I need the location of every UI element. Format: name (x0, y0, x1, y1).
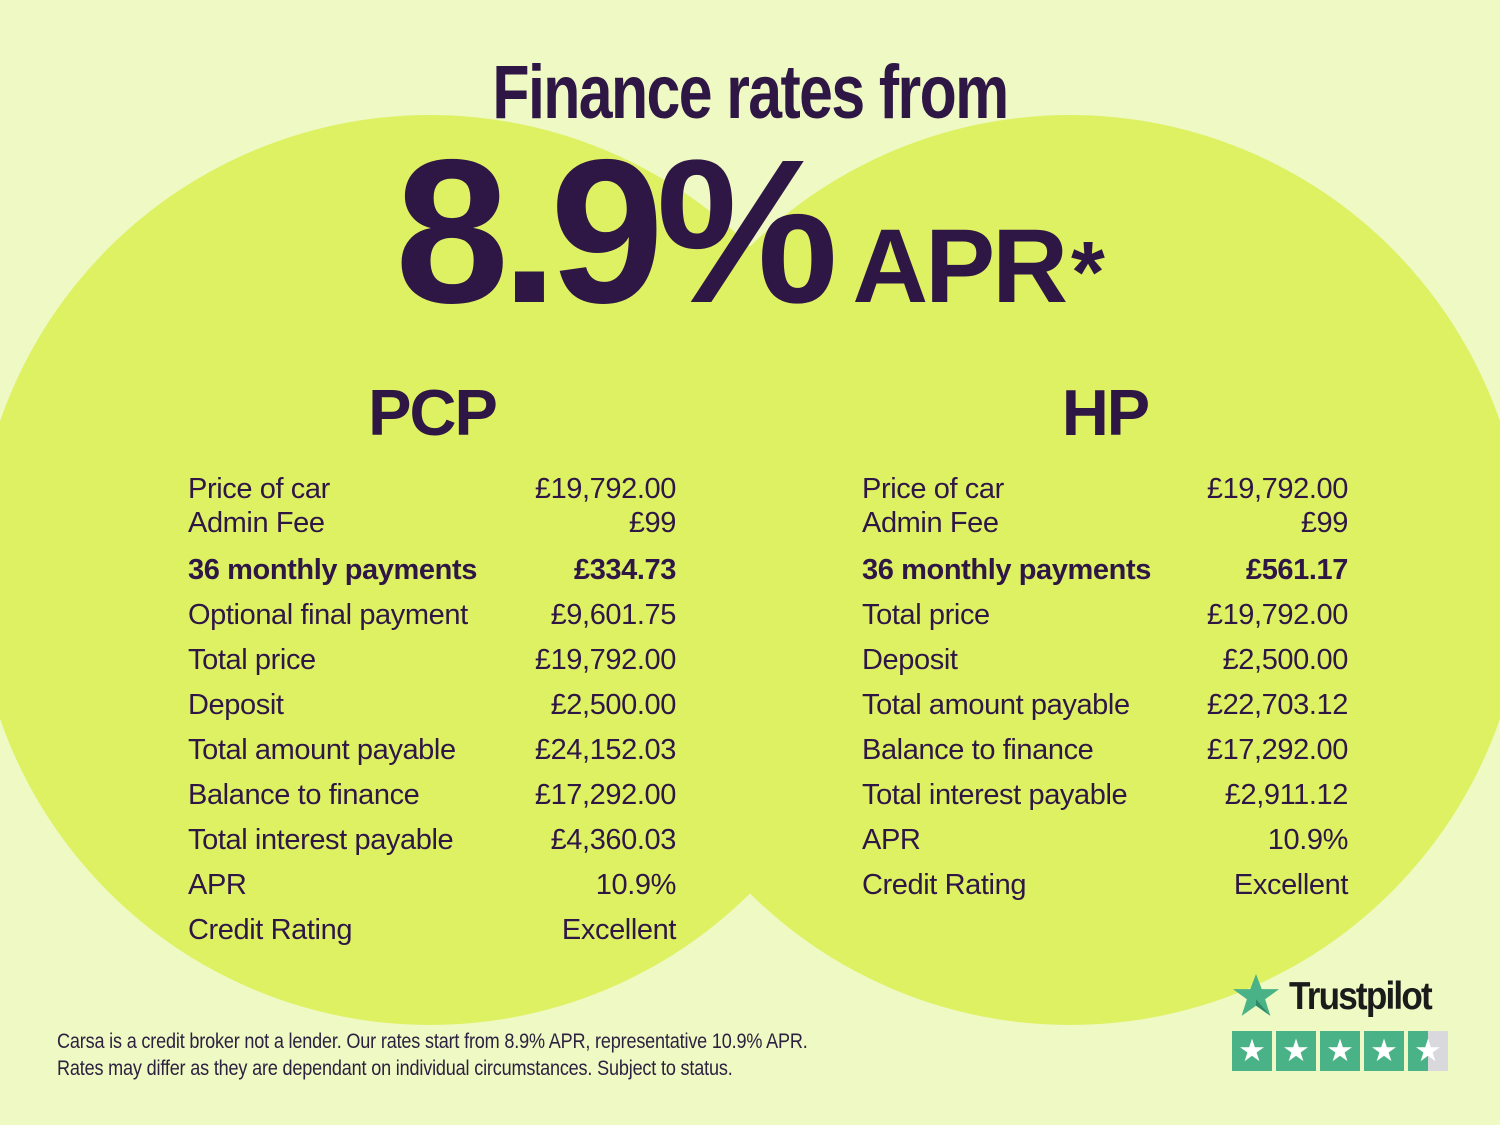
row-value: £4,360.03 (550, 824, 676, 856)
row-label: 36 monthly payments (862, 554, 1151, 586)
star-glyph: ★ (1282, 1032, 1310, 1069)
pcp-table (188, 472, 676, 953)
row-label: Admin Fee (188, 506, 325, 539)
pcp-title: PCP (368, 376, 496, 449)
row-label: Balance to finance (188, 779, 420, 811)
row-label: Deposit (862, 644, 958, 676)
table-row (188, 818, 676, 863)
row-label: Total price (862, 599, 990, 631)
row-label: Credit Rating (188, 914, 353, 946)
table-row (188, 773, 676, 818)
row-value: £99 (1300, 506, 1348, 539)
star-full-icon (1276, 1031, 1316, 1071)
row-value: £19,792.00 (534, 472, 676, 505)
hp-title: HP (1061, 376, 1149, 449)
row-label: Deposit (188, 689, 284, 721)
table-row (188, 472, 676, 506)
star-half-icon (1408, 1031, 1448, 1071)
disclaimer (57, 1028, 808, 1082)
table-row (188, 548, 676, 593)
table-row (188, 506, 676, 540)
row-label: Price of car (188, 472, 330, 505)
table-row (188, 908, 676, 953)
table-row (188, 593, 676, 638)
pcp-section (188, 378, 676, 953)
row-value: 10.9% (595, 869, 676, 901)
star-glyph: ★ (1414, 1032, 1442, 1069)
table-row (862, 472, 1348, 506)
star-glyph: ★ (1326, 1032, 1354, 1069)
row-label: Optional final payment (188, 599, 468, 631)
table-row (862, 728, 1348, 773)
table-row (188, 863, 676, 908)
row-value: £19,792.00 (534, 644, 676, 676)
star-glyph: ★ (1238, 1032, 1266, 1069)
row-value: 10.9% (1267, 824, 1348, 856)
hero-rate (0, 117, 1500, 346)
row-value: £22,703.12 (1206, 689, 1348, 721)
trustpilot-widget (1232, 974, 1452, 1071)
row-label: Total amount payable (188, 734, 456, 766)
table-row (862, 548, 1348, 593)
page-title: Finance rates from (492, 50, 1008, 135)
table-row (862, 863, 1348, 908)
trustpilot-star-icon (1232, 974, 1280, 1020)
table-row (862, 818, 1348, 863)
table-row (862, 638, 1348, 683)
row-label: Credit Rating (862, 869, 1027, 901)
star-full-icon (1232, 1031, 1272, 1071)
row-value: £561.17 (1245, 554, 1348, 586)
star-glyph: ★ (1370, 1032, 1398, 1069)
table-row (862, 683, 1348, 728)
table-row (862, 593, 1348, 638)
disclaimer-line: Carsa is a credit broker not a lender. Our rates start from 8.9% APR, representative 10.9% APR. (57, 1030, 808, 1053)
row-value: £334.73 (573, 554, 676, 586)
table-row (862, 773, 1348, 818)
trustpilot-wordmark: Trustpilot (1289, 975, 1431, 1018)
row-value: £9,601.75 (550, 599, 676, 631)
row-label: Total interest payable (862, 779, 1128, 811)
trustpilot-rating-stars (1232, 1031, 1452, 1071)
table-row (188, 638, 676, 683)
trustpilot-logo (1232, 974, 1452, 1020)
hero-apr-label: APR (852, 208, 1066, 325)
row-value: Excellent (561, 914, 676, 946)
row-label: 36 monthly payments (188, 554, 477, 586)
row-value: £19,792.00 (1206, 599, 1348, 631)
table-row (862, 506, 1348, 540)
hp-section (862, 378, 1348, 908)
row-label: Total price (188, 644, 316, 676)
row-value: Excellent (1233, 869, 1348, 901)
disclaimer-line: Rates may differ as they are dependant on individual circumstances. Subject to status. (57, 1057, 733, 1080)
row-label: Total interest payable (188, 824, 454, 856)
star-full-icon (1364, 1031, 1404, 1071)
star-full-icon (1320, 1031, 1360, 1071)
star-fold-shade (1232, 974, 1280, 1020)
row-value: £24,152.03 (534, 734, 676, 766)
row-label: Balance to finance (862, 734, 1094, 766)
hero-asterisk: * (1071, 224, 1105, 321)
row-label: Admin Fee (862, 506, 999, 539)
row-value: £2,500.00 (1222, 644, 1348, 676)
row-label: Total amount payable (862, 689, 1130, 721)
row-value: £2,500.00 (550, 689, 676, 721)
row-label: Price of car (862, 472, 1004, 505)
table-row (188, 728, 676, 773)
row-value: £17,292.00 (534, 779, 676, 811)
table-row (188, 683, 676, 728)
row-value: £19,792.00 (1206, 472, 1348, 505)
row-value: £99 (628, 506, 676, 539)
row-value: £2,911.12 (1224, 779, 1348, 811)
hero-rate-value: 8.9% (395, 117, 831, 346)
row-value: £17,292.00 (1206, 734, 1348, 766)
row-label: APR (188, 869, 247, 901)
row-label: APR (862, 824, 921, 856)
hp-table (862, 472, 1348, 908)
